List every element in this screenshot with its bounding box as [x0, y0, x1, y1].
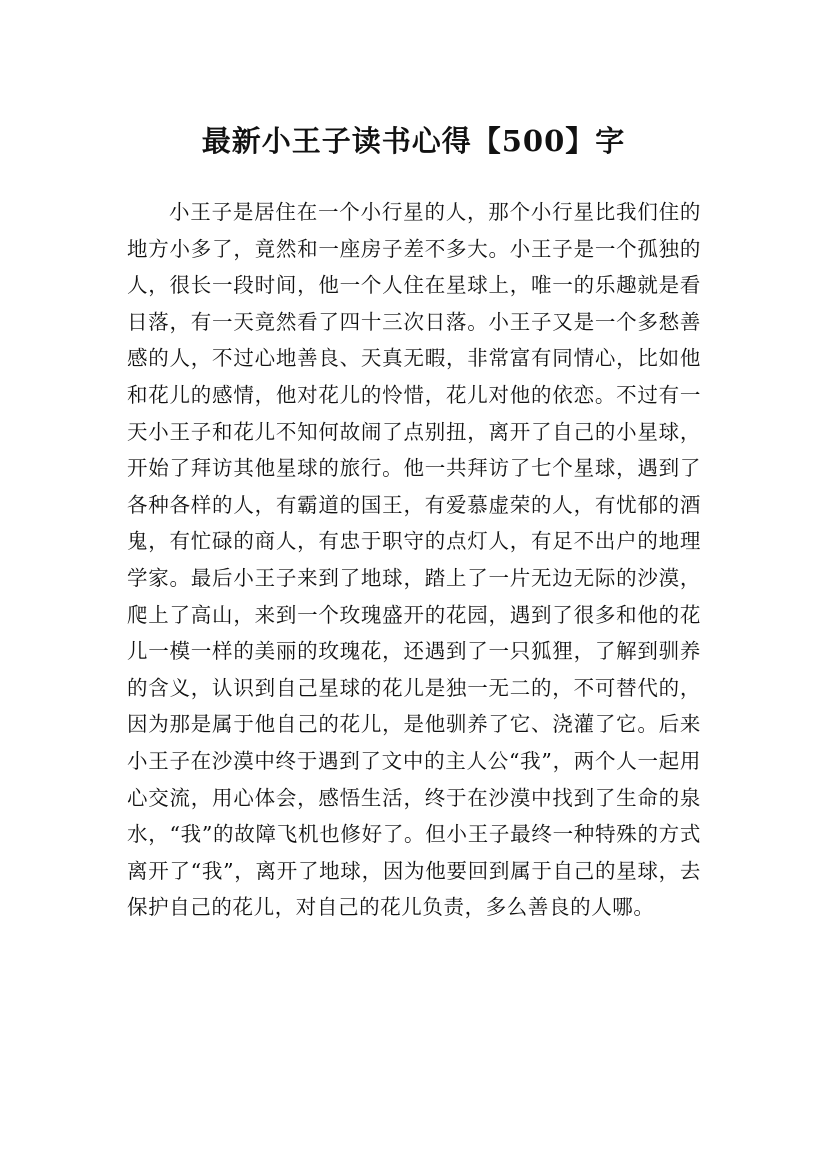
document-title: 最新小王子读书心得【500】字 — [201, 124, 626, 159]
body-paragraph: 小王子是居住在一个小行星的人，那个小行星比我们住的地方小多了，竟然和一座房子差不多大。小王子是一个孤独的人，很长一段时间，他一个人住在星球上，唯一的乐趣就是看日落，有一天竟然看了四十三次日落。小王子又是一个多愁善感的人，不过心地善良、天真无暇，非常富有同情心，比如他和花儿的感情，他对花儿的怜惜，花儿对他的依恋。不过有一天小王子和花儿不知何故闹了点别扭，离开了自己的小星球，开始了拜访其他星球的旅行。他一共拜访了七个星球，遇到了各种各样的人，有霸道的国王，有爱慕虚荣的人，有忧郁的酒鬼，有忙碌的商人，有忠于职守的点灯人，有足不出户的地理学家。最后小王子来到了地球，踏上了一片无边无际的沙漠，爬上了高山，来到一个玫瑰盛开的花园，遇到了很多和他的花儿一模一样的美丽的玫瑰花，还遇到了一只狐狸，了解到驯养的含义，认识到自己星球的花儿是独一无二的，不可替代的，因为那是属于他自己的花儿，是他驯养了它、浇灌了它。后来小王子在沙漠中终于遇到了文中的主人公“我”，两个人一起用心交流，用心体会，感悟生活，终于在沙漠中找到了生命的泉水，“我”的故障飞机也修好了。但小王子最终一种特殊的方式离开了“我”，离开了地球，因为他要回到属于自己的星球，去保护自己的花儿，对自己的花儿负责，多么善良的人哪。 — [127, 200, 701, 920]
